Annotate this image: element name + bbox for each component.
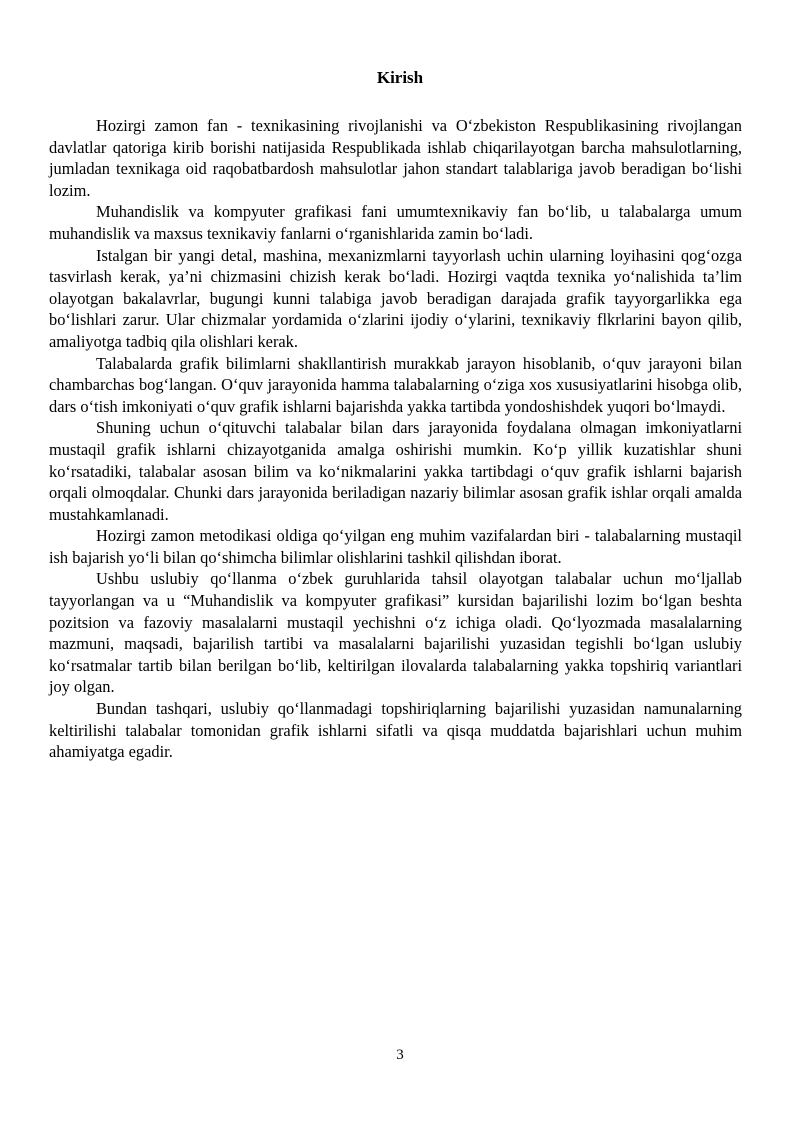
paragraph-2: Muhandislik va kompyuter grafikasi fani umumtexnikaviy fan bo‘lib, u talabalarga umum muhandislik va maxsus texnikaviy fanlarni o‘rganishlarida zamin bo‘ladi. [49, 202, 742, 243]
page-number: 3 [396, 1047, 404, 1063]
paragraph-5: Shuning uchun o‘qituvchi talabalar bilan dars jarayonida foydalana olmagan imkoniyatlarni mustaqil grafik ishlarni chizayotganida amalga oshirishi mumkin. Ko‘p yillik kuzatishlar shuni ko‘rsatadiki, talabalar asosan bilim va ko‘nikmalarini yakka tartibdagi o‘quv grafik ishlarni bajarish orqali olmoqdalar. Chunki dars jarayonida beriladigan nazariy bilimlar asosan grafik ishlar orqali amalda mustahkamlanadi. [49, 418, 742, 524]
paragraph-7: Ushbu uslubiy qo‘llanma o‘zbek guruhlarida tahsil olayotgan talabalar uchun mo‘ljallab tayyorlangan va u “Muhandislik va kompyuter grafikasi” kursidan bajarilishi lozim bo‘lgan beshta pozitsion va fazoviy masalalarni mustaqil yechishni o‘z ichiga oladi. Qo‘lyozmada masalalarning mazmuni, maqsadi, bajarilish tartibi va masalalarni bajarilishi yuzasidan tegishli bo‘lgan uslubiy ko‘rsatmalar tartib bilan berilgan bo‘lib, keltirilgan ilovalarda talabalarning yakka topshiriq variantlari joy olgan. [49, 569, 742, 697]
paragraph-8: Bundan tashqari, uslubiy qo‘llanmadagi topshiriqlarning bajarilishi yuzasidan namunalarning keltirilishi talabalar tomonidan grafik ishlarni sifatli va qisqa muddatda bajarishlari uchun muhim ahamiyatga egadir. [49, 699, 742, 762]
page-title: Kirish [376, 68, 424, 87]
paragraph-3: Istalgan bir yangi detal, mashina, mexanizmlarni tayyorlash uchin ularning loyihasini qog‘ozga tasvirlash kerak, ya’ni chizmasini chizish kerak bo‘ladi. Hozirgi vaqtda texnika yo‘nalishida ta’lim olayotgan bakalavrlar, bugungi kunni talabiga javob beradigan darajada grafik tayyorgarlikka ega bo‘lishlari zarur. Ular chizmalar yordamida o‘zlarini ijodiy o‘ylarini, texnikaviy flkrlarini bayon qilib, amaliyotga tadbiq qila olishlari kerak. [49, 245, 742, 351]
paragraph-4: Talabalarda grafik bilimlarni shakllantirish murakkab jarayon hisoblanib, o‘quv jarayoni bilan chambarchas bog‘langan. O‘quv jarayonida hamma talabalarning o‘ziga xos xususiyatlarini hisobga olib, dars o‘tish imkoniyati o‘quv grafik ishlarni bajarishda yakka tartibda yondoshishdek yuqori bo‘lmaydi. [49, 353, 742, 416]
body-text [49, 115, 742, 763]
paragraph-1: Hozirgi zamon fan - texnikasining rivojlanishi va O‘zbekiston Respublikasining rivojlangan davlatlar qatoriga kirib borishi natijasida Respublikada ishlab chiqarilayotgan barcha mahsulotlarning, jumladan texnikaga oid raqobatbardosh mahsulotlar jahon standart talablariga javob beradigan bo‘lishi lozim. [49, 116, 742, 200]
paragraph-6: Hozirgi zamon metodikasi oldiga qo‘yilgan eng muhim vazifalardan biri - talabalarning mustaqil ish bajarish yo‘li bilan qo‘shimcha bilimlar olishlarini tashkil qilishdan iborat. [49, 526, 742, 567]
